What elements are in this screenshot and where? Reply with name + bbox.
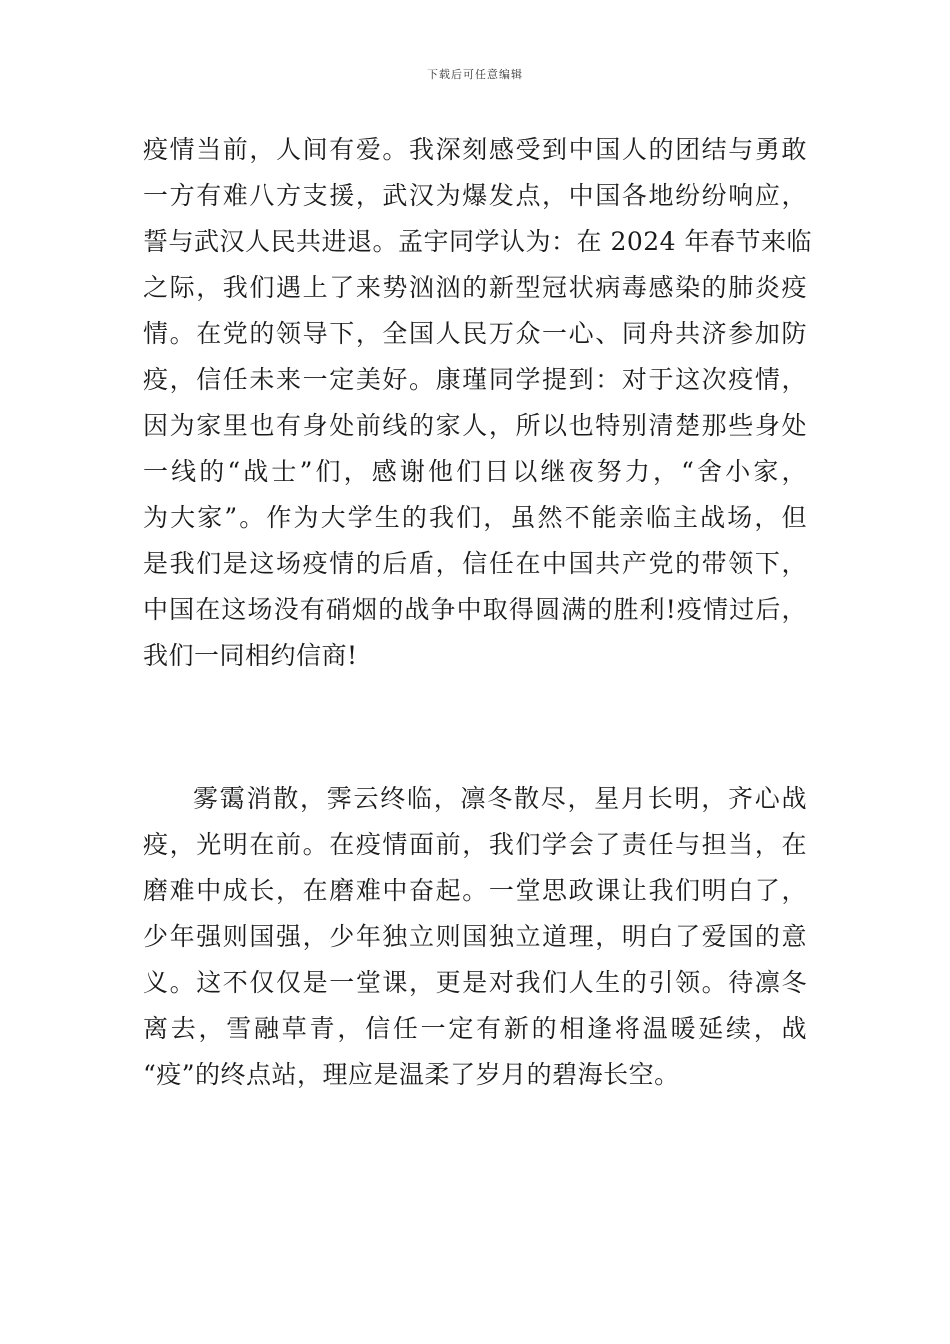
text-line: 为大家”。作为大学生的我们，虽然不能亲临主战场，但 [143, 503, 807, 532]
text-line: 磨难中成长，在磨难中奋起。一堂思政课让我们明白了， [143, 876, 807, 905]
text-line: 疫，光明在前。在疫情面前，我们学会了责任与担当，在 [143, 830, 807, 859]
text-line: 誓与武汉人民共进退。孟宇同学认为：在 2024 年春节来临 [143, 227, 813, 256]
text-line: 少年强则国强，少年独立则国独立道理，明白了爱国的意 [143, 922, 807, 951]
text-line: 因为家里也有身处前线的家人，所以也特别清楚那些身处 [143, 411, 807, 440]
text-line: 一线的“战士”们，感谢他们日以继夜努力，“舍小家， [143, 457, 807, 486]
header-note: 下载后可任意编辑 [427, 68, 523, 81]
text-line: 疫，信任未来一定美好。康瑾同学提到：对于这次疫情， [143, 365, 807, 394]
text-line: 中国在这场没有硝烟的战争中取得圆满的胜利!疫情过后， [143, 595, 807, 624]
paragraph-2 [143, 776, 807, 1098]
text-line: 疫情当前，人间有爱。我深刻感受到中国人的团结与勇敢 [143, 135, 807, 164]
text-line: 我们一同相约信商! [143, 641, 358, 670]
text-line: 情。在党的领导下，全国人民万众一心、同舟共济参加防 [143, 319, 807, 348]
text-line: 义。这不仅仅是一堂课，更是对我们人生的引领。待凛冬 [143, 968, 807, 997]
text-line: 雾霭消散，霁云终临，凛冬散尽，星月长明，齐心战 [193, 784, 807, 813]
text-line: 之际，我们遇上了来势汹汹的新型冠状病毒感染的肺炎疫 [143, 273, 807, 302]
text-line: 一方有难八方支援，武汉为爆发点，中国各地纷纷响应， [143, 181, 807, 210]
text-line: “疫”的终点站，理应是温柔了岁月的碧海长空。 [143, 1060, 680, 1089]
paragraph-1 [143, 127, 813, 679]
text-line: 离去，雪融草青，信任一定有新的相逢将温暖延续，战 [143, 1014, 807, 1043]
text-line: 是我们是这场疫情的后盾，信任在中国共产党的带领下， [143, 549, 807, 578]
